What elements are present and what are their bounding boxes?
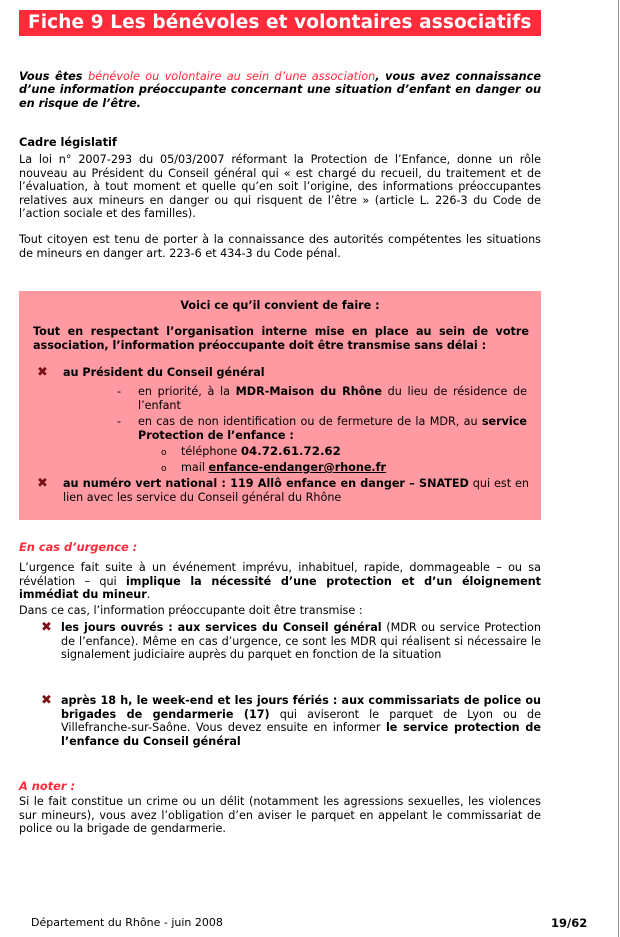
sub-item-text-end: du lieu de résidence de l’enfant [138, 385, 527, 412]
cross-bullet-icon: ✖ [41, 693, 52, 708]
intro-highlight: bénévole ou volontaire au sein d’une association [88, 70, 376, 83]
section-heading-urgence: En cas d’urgence : [19, 540, 138, 554]
section-heading-note: A noter : [19, 779, 76, 793]
after-hours-label: après 18 h, le week-end et les jours fériés : aux commissariats de police ou brigades de gendarmerie (17) [61, 694, 541, 721]
urgence-bullet-working-days [61, 621, 541, 662]
action-box-lead: Tout en respectant l’organisation interne mise en place au sein de votre association, l’information préoccupante doit être transmise sans délai : [33, 325, 529, 352]
after-hours-text: qui aviseront le parquet de Lyon ou de Villefranche-sur-Saône. Vous devez ensuite en informer [61, 707, 541, 734]
working-days-label: les jours ouvrés : aux services du Conseil général [61, 621, 382, 634]
cadre-paragraph-1: La loi n° 2007-293 du 05/03/2007 réformant la Protection de l’Enfance, donne un rôle nouveau au Président du Conseil général qui « est chargé du recueil, du traitement et de l’évaluation, à tout moment et quelle qu’en soit l’origine, des informations préoccupantes relatives aux mineurs en danger ou qui risquent de l’être » (article L. 226-3 du Code de l’action sociale et des familles). [19, 153, 541, 220]
cross-bullet-icon: ✖ [37, 476, 48, 491]
urgence-text: L’urgence fait suite à un événement imprévu, inhabituel, rapide, dommageable – ou sa révélation – qui [19, 561, 541, 588]
circle-bullet-icon: o [161, 464, 167, 474]
urgence-paragraph [19, 561, 541, 602]
intro-text-end: , vous avez connaissance d’une information préoccupante concernant une situation d’enfant en danger ou en risque de l’être. [19, 70, 541, 110]
dash-bullet-icon: - [117, 415, 122, 428]
sub-item-text: en priorité, à la [138, 385, 236, 398]
sub-item-text: en cas de non identification ou de fermeture de la MDR, au [138, 415, 482, 428]
after-hours-end: le service protection de l’enfance du Conseil général [61, 721, 541, 748]
hotline-description: qui est en lien avec les service du Conseil général du Rhône [63, 477, 529, 504]
urgence-transmission-intro: Dans ce cas, l’information préoccupante doit être transmise : [19, 604, 363, 617]
section-heading-cadre: Cadre législatif [19, 135, 117, 149]
action-box [19, 291, 541, 520]
mail-line [181, 461, 386, 475]
intro-paragraph [19, 70, 541, 110]
page-number: 19/62 [551, 916, 588, 930]
note-paragraph: Si le fait constitue un crime ou un délit (notamment les agressions sexuelles, les violences sur mineurs), vous avez l’obligation d’en aviser le parquet en appelant le commissariat de police ou la brigade de gendarmerie. [19, 795, 541, 835]
phone-label: téléphone [181, 445, 241, 458]
recipient-president: au Président du Conseil général [63, 366, 265, 379]
cross-bullet-icon: ✖ [41, 620, 52, 635]
urgence-bold: implique la nécessité d’une protection et d’un éloignement immédiat du mineur [19, 574, 542, 601]
cross-bullet-icon: ✖ [37, 365, 48, 380]
dash-bullet-icon: - [117, 385, 122, 398]
hotline-119: au numéro vert national : 119 Allô enfance en danger – SNATED [63, 477, 469, 490]
cadre-paragraph-2: Tout citoyen est tenu de porter à la connaissance des autorités compétentes les situations de mineurs en danger art. 223-6 et 434-3 du Code pénal. [19, 233, 541, 260]
page-edge-divider [618, 0, 619, 937]
footer-source: Département du Rhône - juin 2008 [31, 916, 223, 929]
action-box-heading: Voici ce qu’il convient de faire : [180, 299, 380, 312]
mail-link[interactable]: enfance-endanger@rhone.fr [208, 461, 387, 474]
recipient-119 [63, 477, 529, 504]
intro-text: Vous êtes [19, 70, 89, 83]
page-title: Fiche 9 Les bénévoles et volontaires associatifs [19, 10, 541, 36]
sub-item-mdr [138, 385, 527, 412]
service-protection-name: service Protection de l’enfance : [138, 415, 527, 442]
mail-label: mail [181, 461, 209, 474]
sub-item-protection [138, 415, 527, 442]
phone-number: 04.72.61.72.62 [240, 444, 341, 458]
urgence-end: . [146, 588, 151, 601]
phone-line [181, 445, 341, 459]
urgence-bullet-after-hours [61, 694, 541, 748]
working-days-text: (MDR ou service Protection de l’enfance). Même en cas d’urgence, ce sont les MDR qui réalisent si nécessaire le signalement judiciaire auprès du parquet en fonction de la situation [61, 621, 541, 661]
mdr-name: MDR-Maison du Rhône [235, 385, 382, 398]
circle-bullet-icon: o [161, 448, 167, 458]
